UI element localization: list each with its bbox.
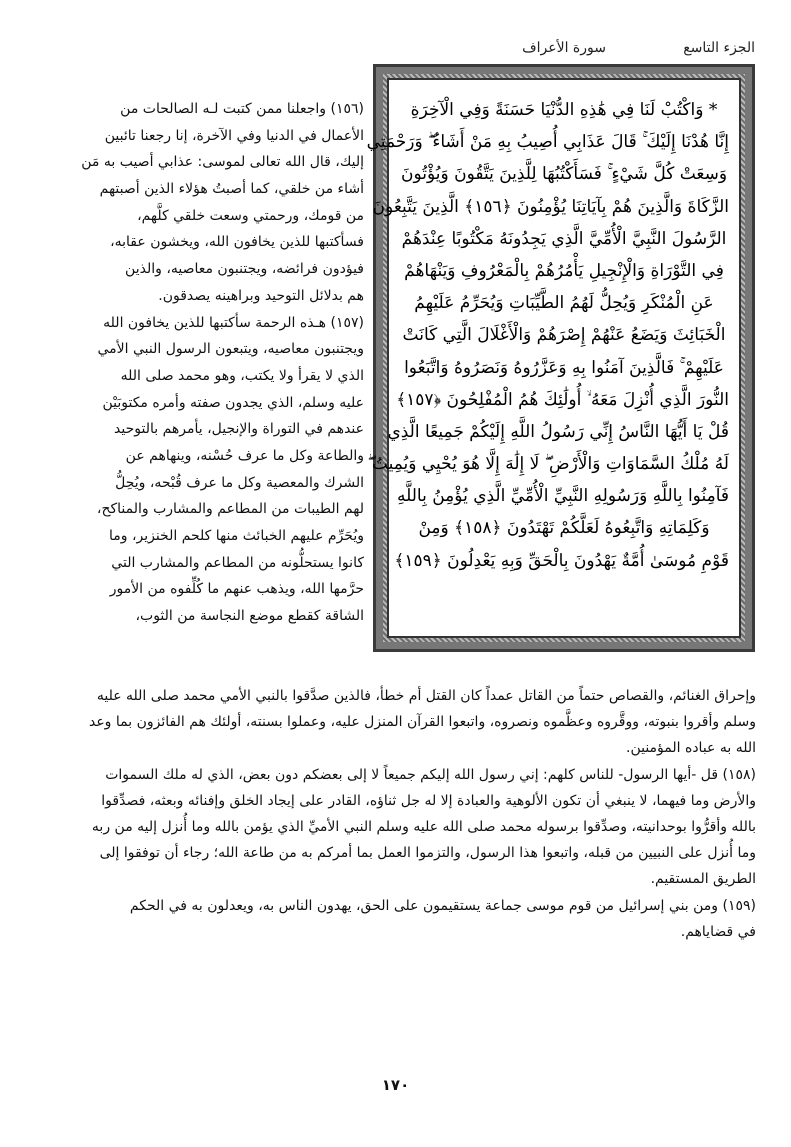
tafsir-line: الله به عباده المؤمنين. xyxy=(626,740,756,757)
quran-line: لَهُ مُلْكُ السَّمَاوَاتِ وَالْأَرْضِ ۖ لَا إِلَٰهَ إِلَّا هُوَ يُحْيِي وَيُمِيتُ ۖ xyxy=(367,454,729,475)
quran-line: إِنَّا هُدْنَا إِلَيْكَ ۚ قَالَ عَذَابِي أُصِيبُ بِهِ مَنْ أَشَاءُ ۖ وَرَحْمَتِي xyxy=(366,132,729,153)
tafsir-side-column xyxy=(34,96,364,630)
tafsir-line: كانوا يستحلُّونه من المطاعم والمشارب التي xyxy=(111,554,364,571)
tafsir-line: (١٥٨) قل -أيها الرسول- للناس كلهم: إني رسول الله إليكم جميعاً لا إلى بعضكم دون بعض، الذي له ملك السموات xyxy=(105,766,756,783)
tafsir-line: عندهم في التوراة والإنجيل، يأمرهم بالتوحيد xyxy=(114,421,364,438)
surah-header: سورة الأعراف xyxy=(522,40,606,56)
tafsir-line: الذي لا يقرأ ولا يكتب، وهو محمد صلى الله xyxy=(120,367,364,384)
tafsir-line: (١٥٧) هـذه الرحمة سأكتبها للذين يخافون الله xyxy=(103,314,364,331)
quran-line: الْخَبَائِثَ وَيَضَعُ عَنْهُمْ إِصْرَهُمْ وَالْأَغْلَالَ الَّتِي كَانَتْ xyxy=(402,325,726,346)
tafsir-line: حرَّمها الله، ويذهب عنهم ما كُلِّفوه من الأمور xyxy=(109,581,364,598)
tafsir-line: وما أُنزل على النبيين من قبله، واتبعوا هذا الرسول، والتزموا العمل بما أمركم به من طاعة الله؛ رجاء أن توفقوا إلى xyxy=(99,845,756,862)
quran-frame xyxy=(366,64,755,652)
tafsir-line: في قضاياهم. xyxy=(680,923,756,940)
quran-text-panel xyxy=(366,78,741,638)
tafsir-line: وإحراق الغنائم، والقصاص حتماً من القاتل عمداً كان القتل أم خطأ، فالذين صدَّقوا بالنبي الأمي محمد صلى الله عليه xyxy=(96,688,756,704)
tafsir-line: الأعمال في الدنيا وفي الآخرة، إنا رجعنا تائبين xyxy=(104,127,364,144)
tafsir-line: من قومك، ورحمتي وسعت خلقي كلَّهم، xyxy=(137,207,364,224)
tafsir-line: أشاء من خلقي، كما أصبتُ هؤلاء الذين أصبتهم xyxy=(99,181,364,198)
tafsir-line: الشاقة كقطع موضع النجاسة من الثوب، xyxy=(135,608,364,625)
quran-line: وَسِعَتْ كُلَّ شَيْءٍ ۚ فَسَأَكْتُبُهَا لِلَّذِينَ يَتَّقُونَ وَيُؤْتُونَ xyxy=(400,164,728,185)
quran-line: الرَّسُولَ النَّبِيَّ الْأُمِّيَّ الَّذِي يَجِدُونَهُ مَكْتُوبًا عِنْدَهُمْ xyxy=(401,228,727,249)
tafsir-line: إليك، قال الله تعالى لموسى: عذابي أصيب به مَن xyxy=(81,154,364,171)
tafsir-line: ويُحَرِّم عليهم الخبائث منها كلحم الخنزير، وما xyxy=(108,528,364,544)
tafsir-full-width xyxy=(34,683,756,945)
quran-line: فَآمِنُوا بِاللَّهِ وَرَسُولِهِ النَّبِيِّ الْأُمِّيِّ الَّذِي يُؤْمِنُ بِاللَّهِ xyxy=(397,486,729,507)
tafsir-line: فسأكتبها للذين يخافون الله، ويخشون عقابه، xyxy=(110,234,364,251)
quran-line: عَنِ الْمُنْكَرِ وَيُحِلُّ لَهُمُ الطَّيِّبَاتِ وَيُحَرِّمُ عَلَيْهِمُ xyxy=(414,293,714,314)
tafsir-line: (١٥٦) واجعلنا ممن كتبت لـه الصالحات من xyxy=(120,101,364,117)
juz-header: الجزء التاسع xyxy=(683,40,755,56)
tafsir-line: لهم الطيبات من المطاعم والمشارب والمناكح، xyxy=(96,501,364,518)
tafsir-line: وسلم وأقروا بنبوته، ووقَّروه وعظَّموه ونصروه، واتبعوا القرآن المنزل عليه، وعملوا بسنته، أولئك هم الفائزون بما وعد xyxy=(88,714,756,731)
quran-line: قُلْ يَا أَيُّهَا النَّاسُ إِنِّي رَسُولُ اللَّهِ إِلَيْكُمْ جَمِيعًا الَّذِي xyxy=(387,421,729,442)
tafsir-line: بالله وأقرُّوا بوحدانيته، وصدِّقوا برسوله محمد صلى الله عليه وسلم النبي الأميِّ الذي يؤمن بالله وما أُنزل إليه من ربه xyxy=(91,818,756,835)
tafsir-line: عليه وسلم، الذي يجدون صفته وأمره مكتوبَيْن xyxy=(102,394,364,411)
tafsir-line: الطريق المستقيم. xyxy=(650,871,756,888)
tafsir-line: هم بدلائل التوحيد وبراهينه يصدقون. xyxy=(158,287,364,304)
tafsir-line: والأرض وما فيهما، لا ينبغي أن تكون الألوهية والعبادة إلا له جل ثناؤه، القادر على إيجاد الخلق وإفنائه وبعثه، فصدِّقوا xyxy=(101,792,756,809)
quran-line: * وَاكْتُبْ لَنَا فِي هَٰذِهِ الدُّنْيَا حَسَنَةً وَفِي الْآخِرَةِ xyxy=(410,100,718,120)
quran-line: قَوْمِ مُوسَىٰ أُمَّةٌ يَهْدُونَ بِالْحَقِّ وَبِهِ يَعْدِلُونَ ﴿١٥٩﴾ xyxy=(394,550,729,571)
quran-line: النُّورَ الَّذِي أُنْزِلَ مَعَهُ ۙ أُولَٰئِكَ هُمُ الْمُفْلِحُونَ ﴿١٥٧﴾ xyxy=(396,389,729,410)
quran-line: عَلَيْهِمْ ۚ فَالَّذِينَ آمَنُوا بِهِ وَعَزَّرُوهُ وَنَصَرُوهُ وَاتَّبَعُوا xyxy=(404,357,724,378)
tafsir-line: الشرك والمعصية وكل ما عرف قُبْحه، ويُحِلُّ xyxy=(115,474,364,491)
tafsir-line: ويجتنبون معاصيه، ويتبعون الرسول النبي الأمي xyxy=(97,341,364,358)
quran-line: الزَّكَاةَ وَالَّذِينَ هُمْ بِآيَاتِنَا يُؤْمِنُونَ ﴿١٥٦﴾ الَّذِينَ يَتَّبِعُونَ xyxy=(372,196,729,217)
quran-line: فِي التَّوْرَاةِ وَالْإِنْجِيلِ يَأْمُرُهُمْ بِالْمَعْرُوفِ وَيَنْهَاهُمْ xyxy=(404,260,724,281)
tafsir-line: فيؤدون فرائضه، ويجتنبون معاصيه، والذين xyxy=(125,261,364,278)
page-number: ١٧٠ xyxy=(381,1076,410,1094)
quran-line: وَكَلِمَاتِهِ وَاتَّبِعُوهُ لَعَلَّكُمْ تَهْتَدُونَ ﴿١٥٨﴾ وَمِنْ xyxy=(418,518,710,539)
tafsir-line: (١٥٩) ومن بني إسرائيل من قوم موسى جماعة يستقيمون على الحق، يهدون الناس به، ويعدلون به في الحكم xyxy=(129,897,756,914)
tafsir-line: والطاعة وكل ما عرف حُسْنه، وينهاهم عن xyxy=(125,447,364,464)
